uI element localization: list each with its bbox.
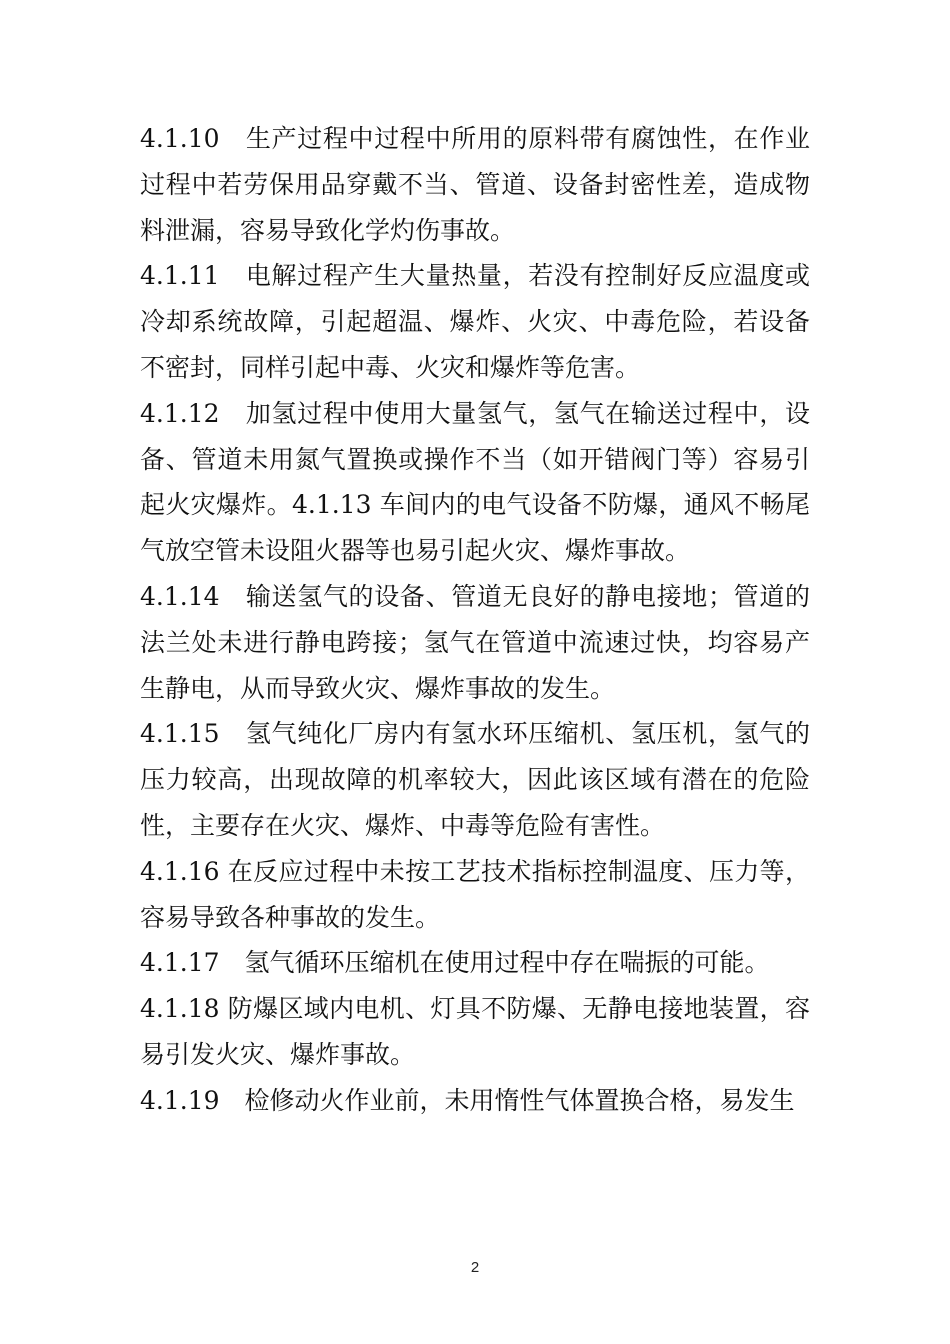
page-number: 2 [470,1259,480,1276]
paragraph-4-1-15: 4.1.15 氢气纯化厂房内有氢水环压缩机、氢压机，氢气的压力较高，出现故障的机率较大，因此该区域有潜在的危险性，主要存在火灾、爆炸、中毒等危险有害性。 [140,719,810,840]
document-body [140,116,810,1124]
paragraph-4-1-17: 4.1.17 氢气循环压缩机在使用过程中存在喘振的可能。 [140,948,770,978]
paragraph-4-1-14: 4.1.14 输送氢气的设备、管道无良好的静电接地；管道的法兰处未进行静电跨接；氢气在管道中流速过快，均容易产生静电，从而导致火灾、爆炸事故的发生。 [140,581,810,703]
paragraph-4-1-19: 4.1.19 检修动火作业前，未用惰性气体置换合格，易发生 [140,1085,795,1115]
paragraph-4-1-18: 4.1.18 防爆区域内电机、灯具不防爆、无静电接地装置，容易引发火灾、爆炸事故。 [140,994,810,1069]
paragraph-4-1-11: 4.1.11 电解过程产生大量热量，若没有控制好反应温度或冷却系统故障，引起超温、爆炸、火灾、中毒危险，若设备不密封，同样引起中毒、火灾和爆炸等危害。 [140,261,810,382]
paragraph-4-1-10: 4.1.10 生产过程中过程中所用的原料带有腐蚀性，在作业过程中若劳保用品穿戴不当、管道、设备封密性差，造成物料泄漏，容易导致化学灼伤事故。 [140,124,810,245]
paragraph-4-1-12: 4.1.12 加氢过程中使用大量氢气，氢气在输送过程中，设备、管道未用氮气置换或操作不当（如开错阀门等）容易引起火灾爆炸。4.1.13 车间内的电气设备不防爆，通风不畅尾气放空管未设阻火器等也易引起火灾、爆炸事故。 [140,398,810,566]
paragraph-4-1-16: 4.1.16 在反应过程中未按工艺技术指标控制温度、压力等，容易导致各种事故的发生。 [140,856,810,932]
